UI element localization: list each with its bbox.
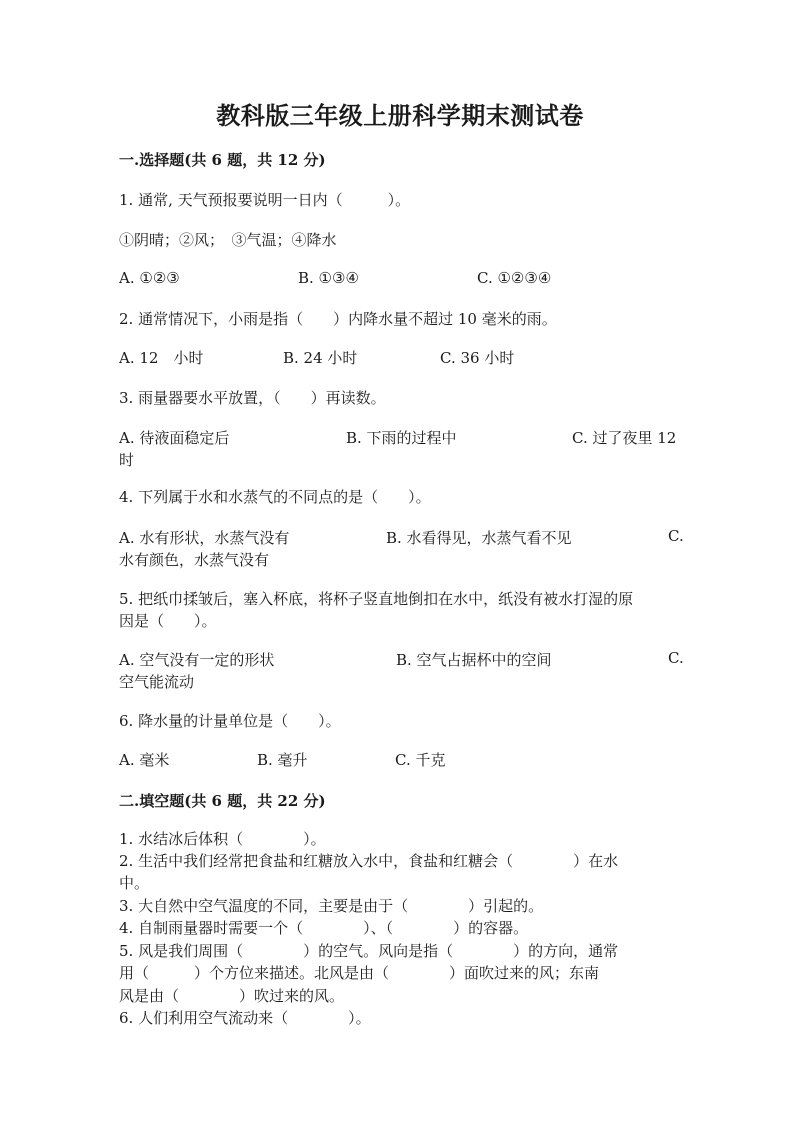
question-3-option-c-continued: 时 [119, 451, 135, 469]
question-2-stem: 2. 通常情况下，小雨是指（ ）内降水量不超过 10 毫米的雨。 [119, 310, 557, 328]
question-2-option-b: B. 24 小时 [283, 349, 358, 367]
question-3-option-c: C. 过了夜里 12 [572, 429, 677, 447]
question-3-stem: 3. 雨量器要水平放置，（ ）再读数。 [119, 389, 386, 407]
fill-question-1: 1. 水结冰后体积（ ）。 [119, 830, 326, 848]
question-4-option-c-continued: 水有颜色，水蒸气没有 [119, 551, 270, 569]
fill-question-2-continued: 中。 [119, 874, 150, 892]
question-1-option-a: A. ①②③ [119, 269, 180, 287]
question-5-option-c: C. [668, 649, 684, 667]
question-2-option-c: C. 36 小时 [440, 349, 515, 367]
question-6-option-a: A. 毫米 [119, 751, 170, 769]
question-5-option-c-continued: 空气能流动 [119, 673, 195, 691]
question-2-option-a: A. 12 小时 [119, 349, 204, 367]
question-6-option-b: B. 毫升 [257, 751, 308, 769]
fill-question-4: 4. 自制雨量器时需要一个（ ）、（ ）的容器。 [119, 919, 529, 937]
fill-question-5-line-2: 用（ ）个方位来描述。北风是由（ ）面吹过来的风；东南 [119, 964, 600, 982]
question-3-option-b: B. 下雨的过程中 [346, 429, 457, 447]
question-6-option-c: C. 千克 [395, 751, 446, 769]
fill-question-5: 5. 风是我们周围（ ）的空气。风向是指（ ）的方向，通常 [119, 942, 619, 960]
question-6-stem: 6. 降水量的计量单位是（ ）。 [119, 712, 341, 730]
question-5-stem-continued: 因是（ ）。 [119, 612, 217, 630]
section-heading-fill-in: 二.填空题(共 6 题，共 22 分) [119, 792, 326, 810]
question-4-stem: 4. 下列属于水和水蒸气的不同点的是（ ）。 [119, 488, 431, 506]
question-1-stem: 1. 通常, 天气预报要说明一日内（ ）。 [119, 191, 411, 209]
page-title: 教科版三年级上册科学期末测试卷 [216, 101, 584, 130]
section-heading-choice: 一.选择题(共 6 题，共 12 分) [119, 151, 326, 169]
question-5-option-b: B. 空气占据杯中的空间 [396, 651, 552, 669]
question-1-option-c: C. ①②③④ [477, 269, 552, 287]
fill-question-5-line-3: 风是由（ ）吹过来的风。 [119, 987, 345, 1005]
question-4-option-a: A. 水有形状，水蒸气没有 [119, 529, 290, 547]
question-1-info: ①阴晴；②风； ③气温；④降水 [119, 231, 337, 249]
question-5-stem: 5. 把纸巾揉皱后，塞入杯底，将杯子竖直地倒扣在水中，纸没有被水打湿的原 [119, 590, 634, 608]
question-4-option-b: B. 水看得见，水蒸气看不见 [386, 529, 572, 547]
question-3-option-a: A. 待液面稳定后 [119, 429, 230, 447]
question-1-option-b: B. ①③④ [298, 269, 359, 287]
fill-question-6: 6. 人们利用空气流动来（ ）。 [119, 1009, 371, 1027]
question-4-option-c: C. [668, 527, 684, 545]
fill-question-3: 3. 大自然中空气温度的不同，主要是由于（ ）引起的。 [119, 897, 544, 915]
question-5-option-a: A. 空气没有一定的形状 [119, 651, 275, 669]
fill-question-2: 2. 生活中我们经常把食盐和红糖放入水中，食盐和红糖会（ ）在水 [119, 852, 619, 870]
